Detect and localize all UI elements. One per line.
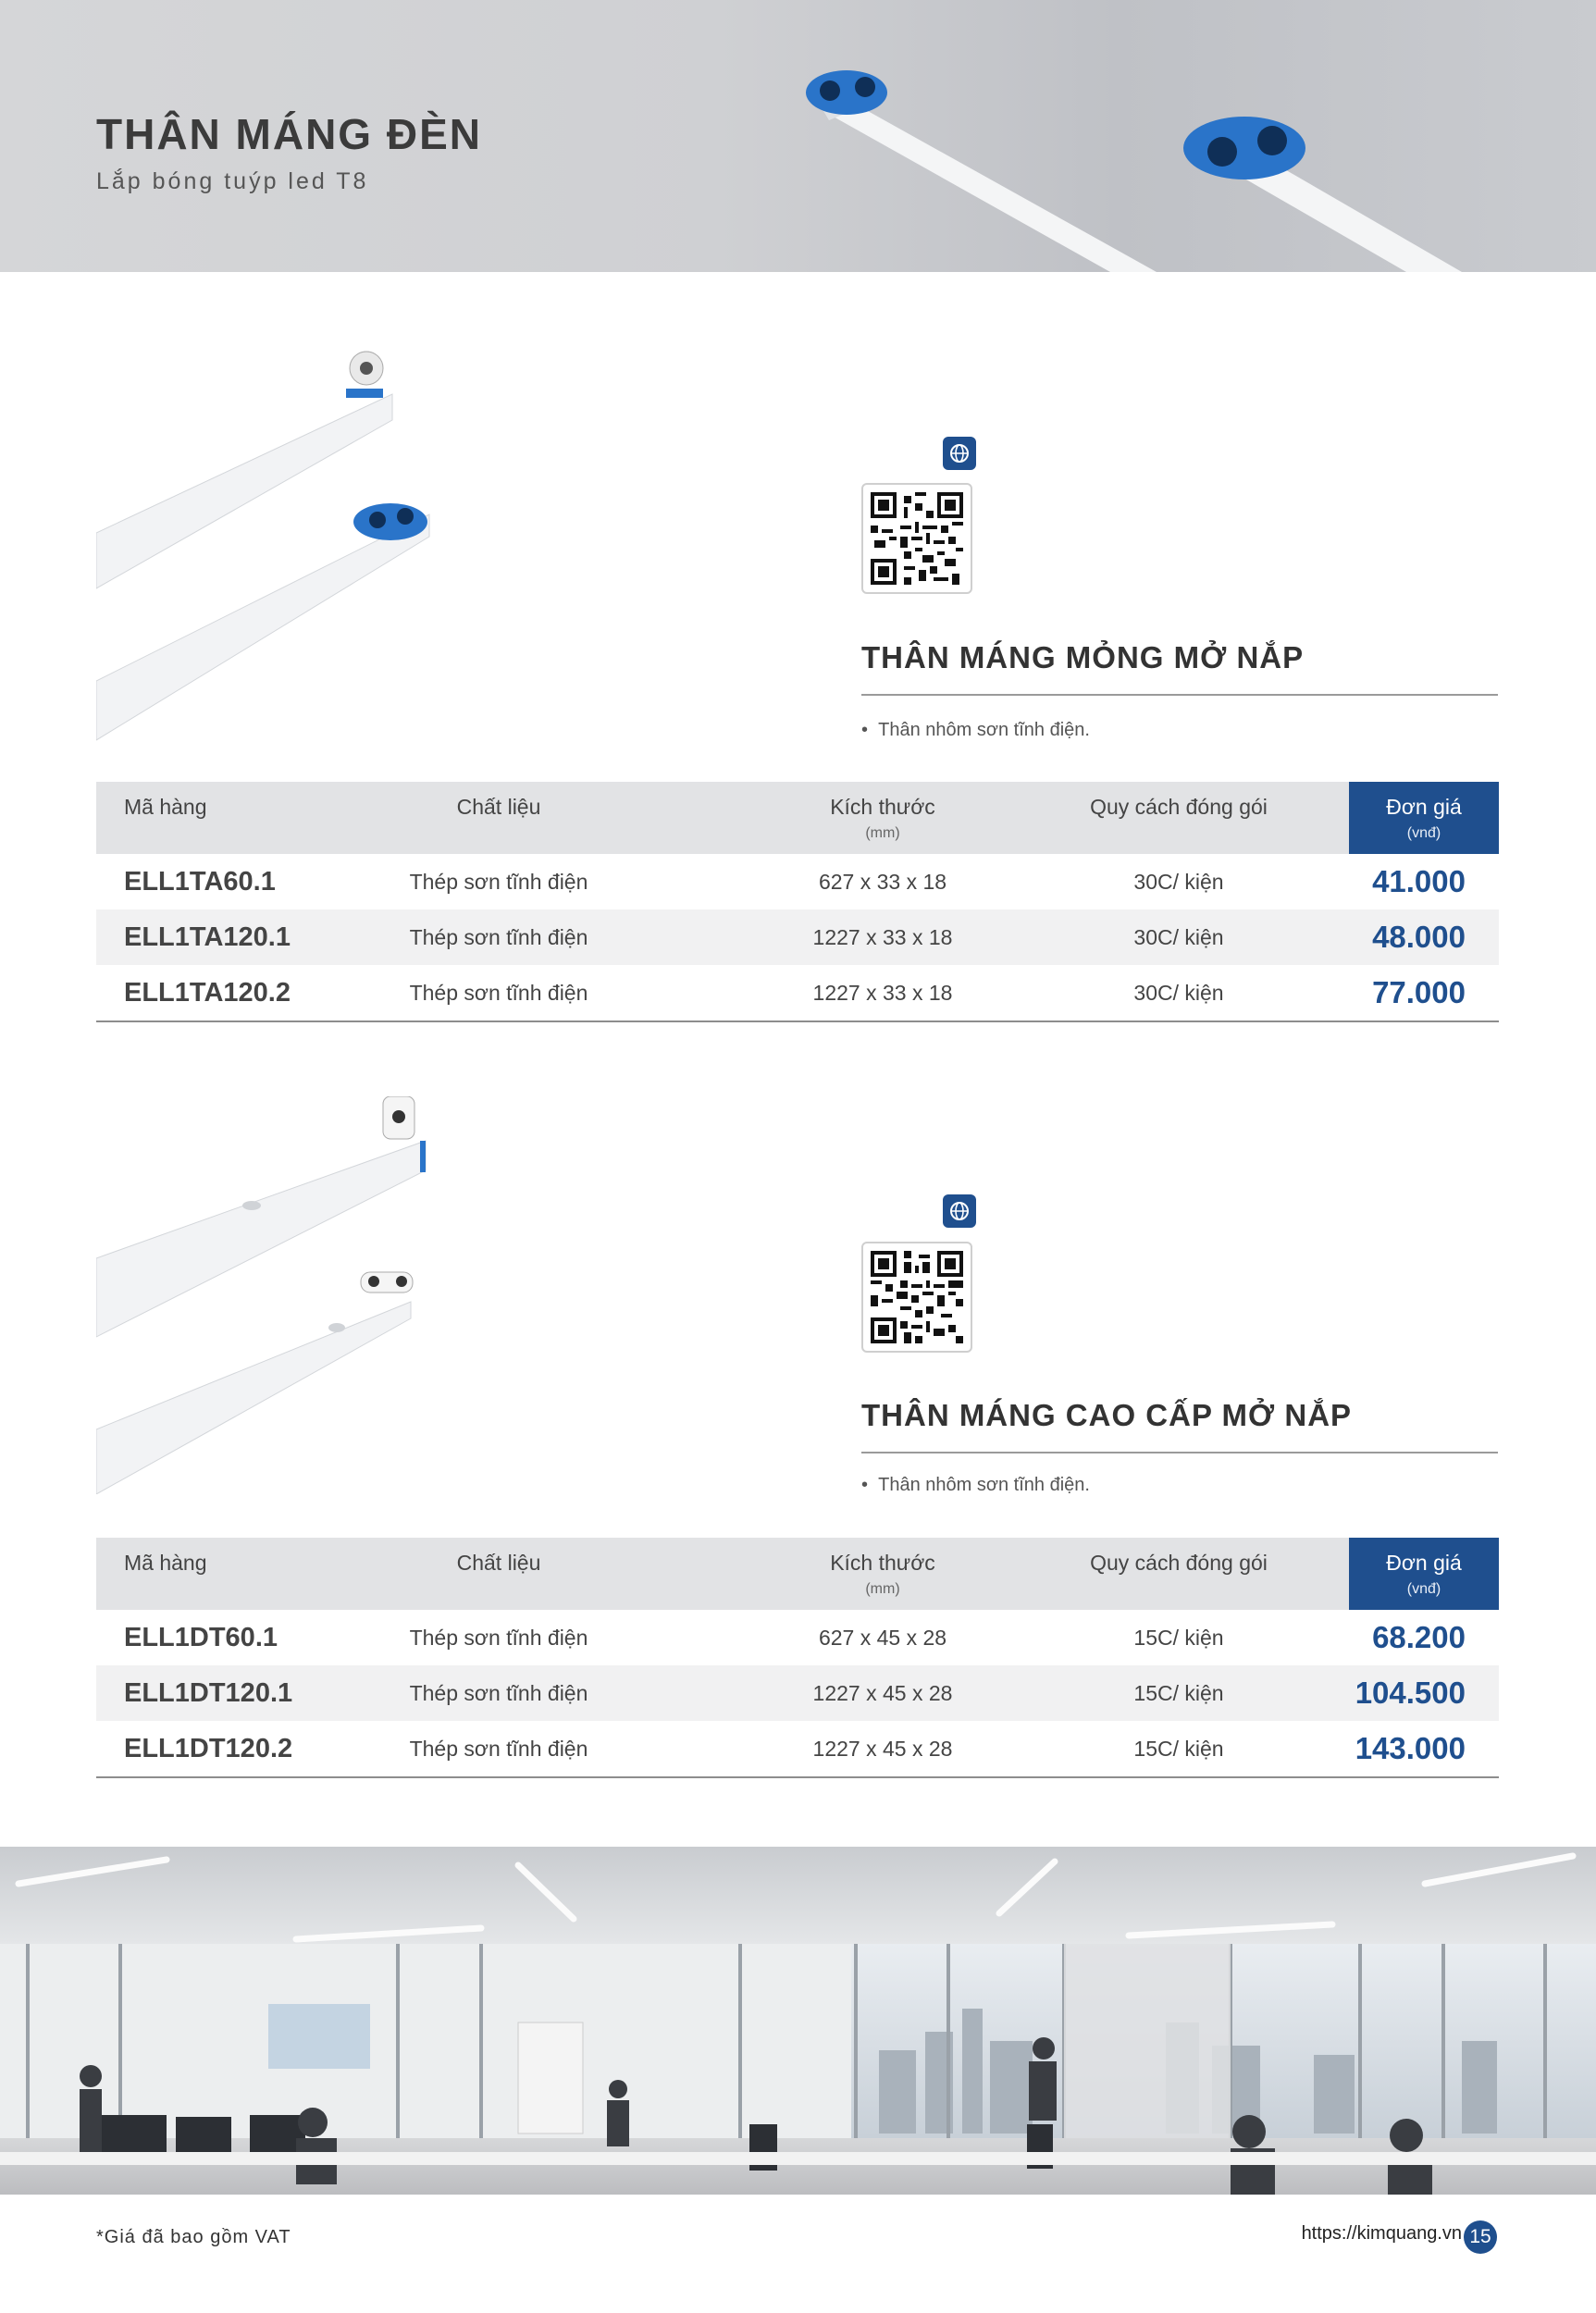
table-row <box>96 965 1499 1020</box>
col-price-unit: (vnđ) <box>1406 1581 1441 1597</box>
product-title-1: THÂN MÁNG MỎNG MỞ NẮP <box>861 640 1305 674</box>
cell-code: ELL1DT120.1 <box>124 1678 293 1708</box>
cell-packing: 15C/ kiện <box>1133 1737 1224 1761</box>
qr-code-icon <box>871 1251 963 1343</box>
col-material: Chất liệu <box>456 795 541 819</box>
cell-packing: 30C/ kiện <box>1133 870 1224 894</box>
cell-code: ELL1DT60.1 <box>124 1623 278 1652</box>
cell-size: 1227 x 45 x 28 <box>812 1737 953 1761</box>
bullet-text: Thân nhôm sơn tĩnh điện. <box>878 720 1090 740</box>
col-packing: Quy cách đóng gói <box>1090 1551 1268 1575</box>
section-divider <box>861 694 1498 696</box>
product-image-2 <box>96 1096 448 1494</box>
header-fixture-illustration <box>759 0 1596 272</box>
cell-packing: 15C/ kiện <box>1133 1626 1224 1650</box>
cell-size: 1227 x 33 x 18 <box>812 981 953 1005</box>
cell-price: 68.200 <box>1372 1620 1466 1654</box>
cell-material: Thép sơn tĩnh điện <box>409 1737 588 1761</box>
cell-material: Thép sơn tĩnh điện <box>409 925 588 949</box>
bullet-item: • Thân nhôm sơn tĩnh điện. <box>861 720 1090 740</box>
cell-code: ELL1TA120.2 <box>124 978 291 1008</box>
table-row <box>96 1610 1499 1665</box>
col-price-label: Đơn giá <box>1386 1551 1462 1575</box>
col-size <box>790 1551 975 1598</box>
product-title-2: THÂN MÁNG CAO CẤP MỞ NẮP <box>861 1398 1353 1432</box>
table-bottom-rule <box>96 1020 1499 1022</box>
bullet-text: Thân nhôm sơn tĩnh điện. <box>878 1475 1090 1495</box>
table-row <box>96 1665 1499 1721</box>
col-material: Chất liệu <box>456 1551 541 1575</box>
col-size-unit: (mm) <box>865 825 900 841</box>
cell-material: Thép sơn tĩnh điện <box>409 1681 588 1705</box>
cell-price: 77.000 <box>1372 975 1466 1009</box>
col-price <box>1349 782 1499 854</box>
cell-code: ELL1TA120.1 <box>124 922 291 952</box>
page-number: 15 <box>1464 2220 1497 2254</box>
table-row <box>96 1721 1499 1776</box>
cell-price: 104.500 <box>1355 1676 1466 1710</box>
cell-packing: 30C/ kiện <box>1133 925 1224 949</box>
qr-code-icon <box>871 492 963 585</box>
col-code: Mã hàng <box>124 1551 207 1575</box>
cell-packing: 30C/ kiện <box>1133 981 1224 1005</box>
office-photo <box>0 1847 1596 2195</box>
header-banner <box>0 0 1596 272</box>
qr-code[interactable] <box>861 1242 972 1353</box>
product-image-1 <box>96 348 448 746</box>
cell-size: 1227 x 45 x 28 <box>812 1681 953 1705</box>
globe-icon[interactable] <box>943 1194 976 1228</box>
col-price-unit: (vnđ) <box>1406 825 1441 841</box>
website-link[interactable]: https://kimquang.vn <box>1301 2223 1462 2244</box>
cell-material: Thép sơn tĩnh điện <box>409 981 588 1005</box>
globe-icon[interactable] <box>943 437 976 470</box>
table-row <box>96 854 1499 909</box>
table-header <box>96 782 1499 854</box>
col-size-label: Kích thước <box>830 795 935 819</box>
table-bottom-rule <box>96 1776 1499 1778</box>
cell-size: 1227 x 33 x 18 <box>812 925 953 949</box>
col-size-label: Kích thước <box>830 1551 935 1575</box>
cell-size: 627 x 45 x 28 <box>818 1626 947 1650</box>
cell-code: ELL1TA60.1 <box>124 867 276 897</box>
price-table-2 <box>96 1538 1499 1778</box>
cell-material: Thép sơn tĩnh điện <box>409 870 588 894</box>
cell-price: 48.000 <box>1372 920 1466 954</box>
bullet-item: • Thân nhôm sơn tĩnh điện. <box>861 1475 1090 1495</box>
cell-code: ELL1DT120.2 <box>124 1734 293 1763</box>
qr-code[interactable] <box>861 483 972 594</box>
col-packing: Quy cách đóng gói <box>1090 795 1268 819</box>
section-divider <box>861 1452 1498 1453</box>
cell-packing: 15C/ kiện <box>1133 1681 1224 1705</box>
col-size-unit: (mm) <box>865 1581 900 1597</box>
table-row <box>96 909 1499 965</box>
vat-note: *Giá đã bao gồm VAT <box>96 2227 291 2247</box>
col-price-label: Đơn giá <box>1386 795 1462 819</box>
col-code: Mã hàng <box>124 795 207 819</box>
cell-size: 627 x 33 x 18 <box>818 870 947 894</box>
cell-price: 143.000 <box>1355 1731 1466 1765</box>
col-price <box>1349 1538 1499 1610</box>
cell-material: Thép sơn tĩnh điện <box>409 1626 588 1650</box>
col-size <box>790 795 975 842</box>
page-title: THÂN MÁNG ĐÈN <box>96 110 482 158</box>
cell-price: 41.000 <box>1372 864 1466 898</box>
page-subtitle: Lắp bóng tuýp led T8 <box>96 168 369 194</box>
price-table-1 <box>96 782 1499 1022</box>
table-header <box>96 1538 1499 1610</box>
